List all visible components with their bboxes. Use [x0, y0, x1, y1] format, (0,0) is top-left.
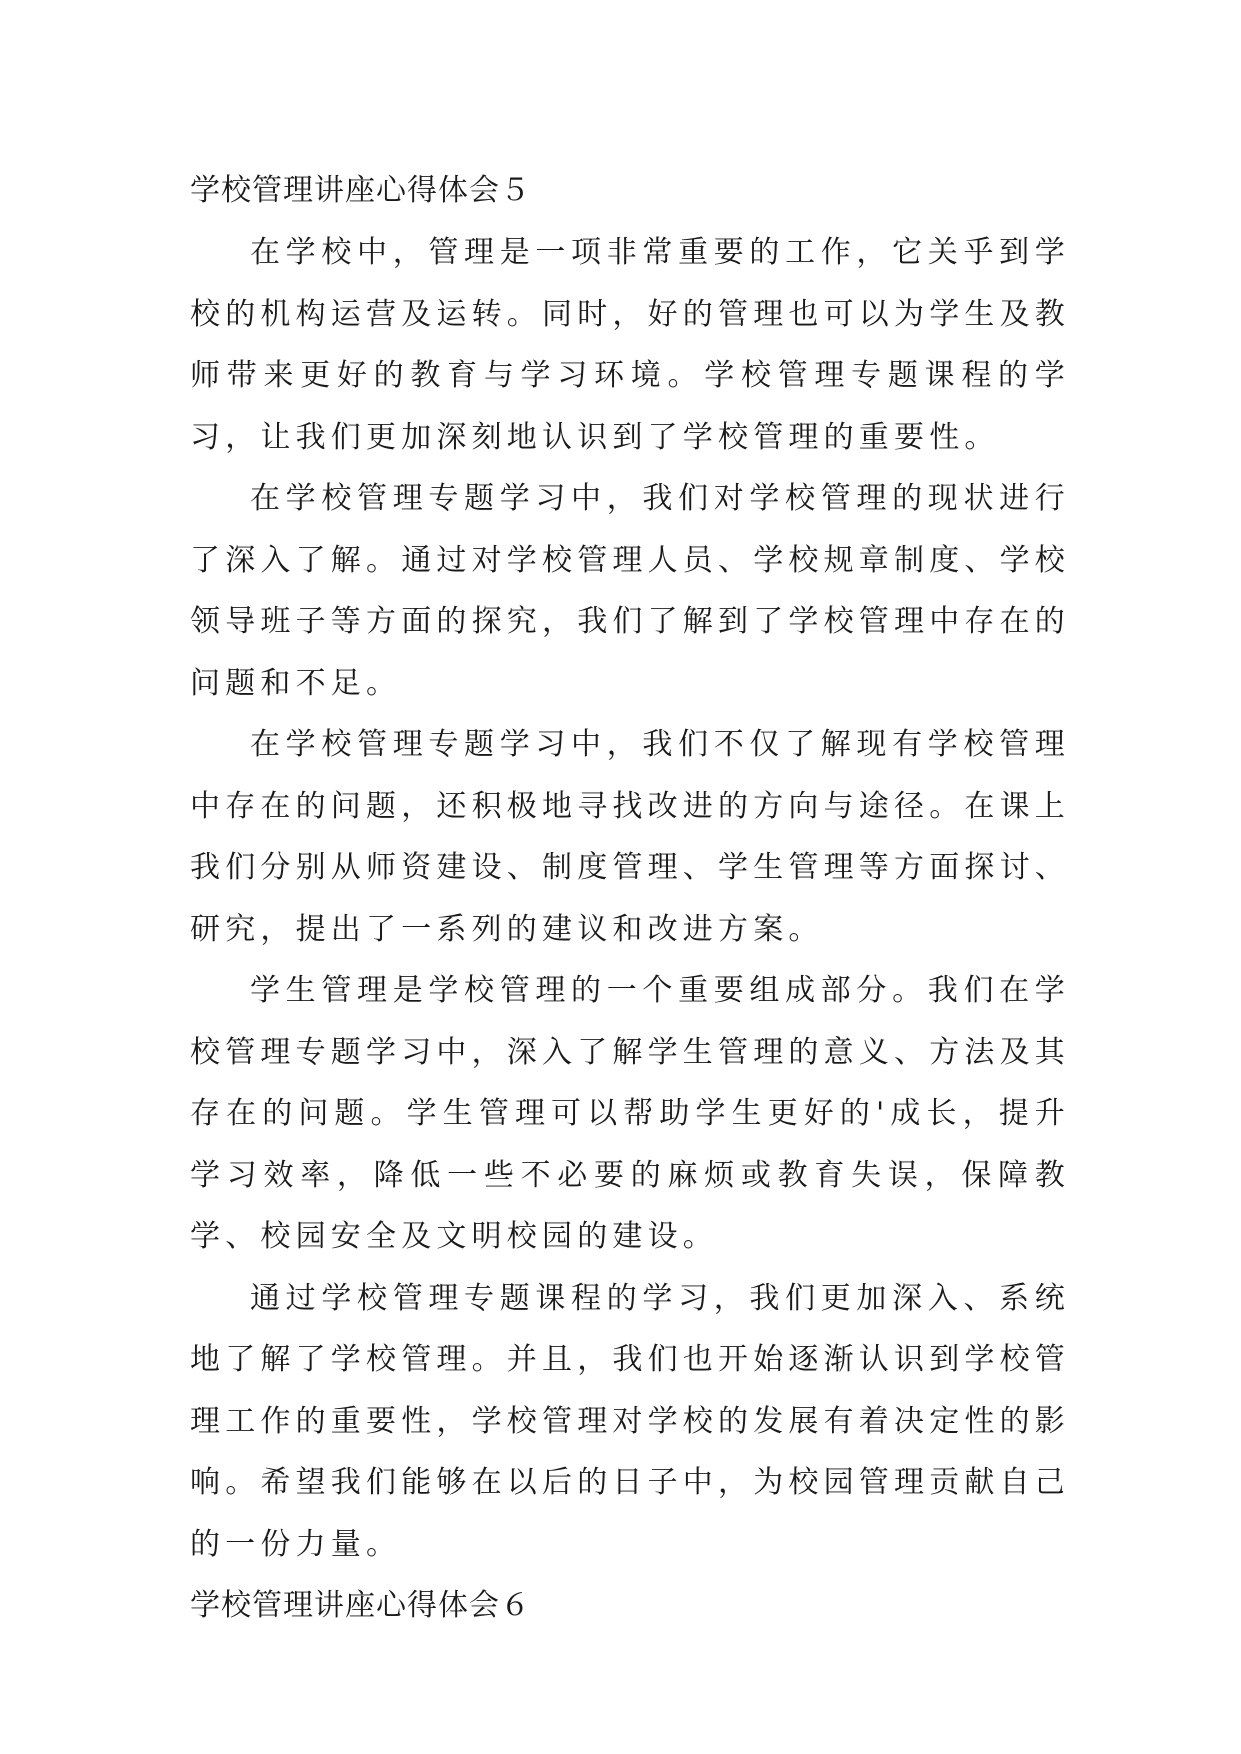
body-paragraph: 在学校中，管理是一项非常重要的工作，它关乎到学校的机构运营及运转。同时，好的管理也可以为学生及教师带来更好的教育与学习环境。学校管理专题课程的学习，让我们更加深刻地认识到了学校管理的重要性。 [190, 235, 1070, 455]
body-paragraph: 通过学校管理专题课程的学习，我们更加深入、系统地了解了学校管理。并且，我们也开始逐渐认识到学校管理工作的重要性，学校管理对学校的发展有着决定性的影响。希望我们能够在以后的日子中，为校园管理贡献自己的一份力量。 [190, 1280, 1070, 1562]
body-paragraph: 在学校管理专题学习中，我们对学校管理的现状进行了深入了解。通过对学校管理人员、学校规章制度、学校领导班子等方面的探究，我们了解到了学校管理中存在的问题和不足。 [190, 481, 1070, 701]
document-body [190, 160, 1070, 1637]
section-heading: 学校管理讲座心得体会５ [190, 173, 531, 208]
section-heading: 学校管理讲座心得体会６ [190, 1588, 531, 1623]
body-paragraph: 学生管理是学校管理的一个重要组成部分。我们在学校管理专题学习中，深入了解学生管理的意义、方法及其存在的问题。学生管理可以帮助学生更好的'成长，提升学习效率，降低一些不必要的麻烦或教育失误，保障教学、校园安全及文明校园的建设。 [190, 973, 1070, 1254]
body-paragraph: 在学校管理专题学习中，我们不仅了解现有学校管理中存在的问题，还积极地寻找改进的方向与途径。在课上我们分别从师资建设、制度管理、学生管理等方面探讨、研究，提出了一系列的建议和改进方案。 [190, 727, 1070, 947]
